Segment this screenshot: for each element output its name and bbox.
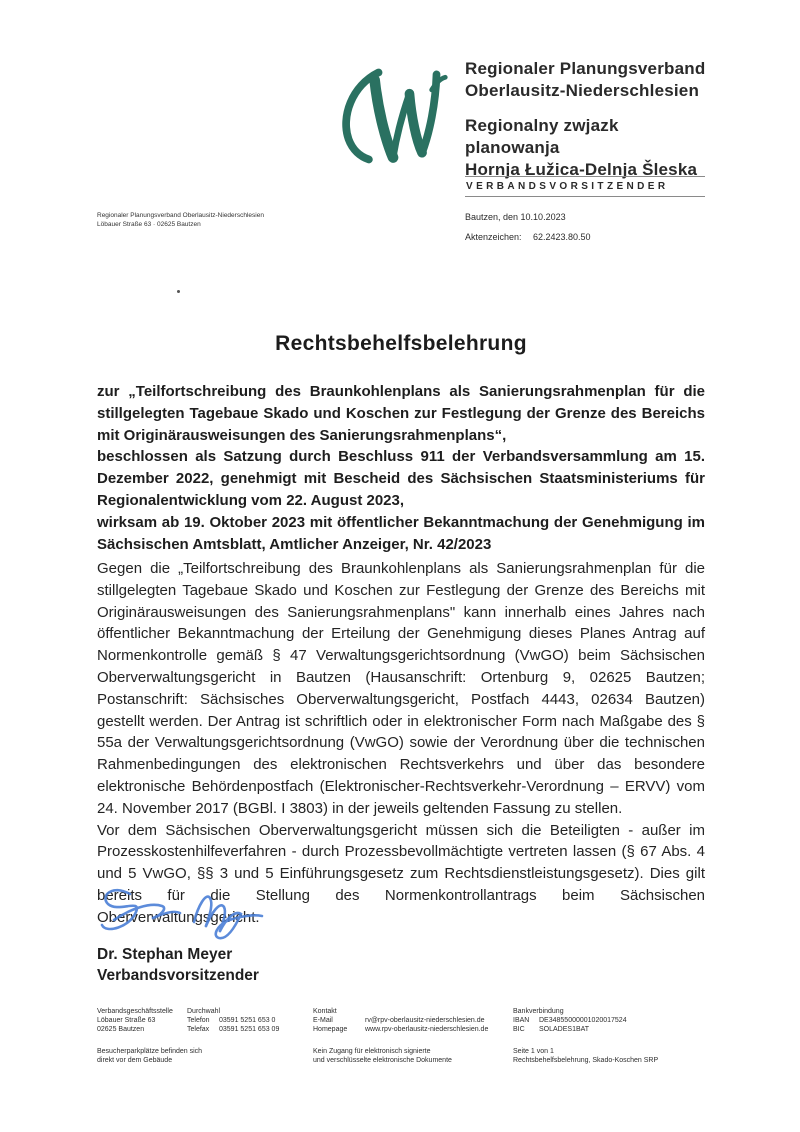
org-name-line2: Oberlausitz-Niederschlesien xyxy=(465,81,700,100)
homepage-value: www.rpv-oberlausitz-niederschlesien.de xyxy=(365,1026,489,1033)
fold-mark xyxy=(177,290,180,293)
document-reference: Rechtsbehelfsbelehrung, Skado-Koschen SRP xyxy=(513,1057,659,1064)
bank-heading: Bankverbindung xyxy=(513,1008,564,1015)
letterhead-org-block xyxy=(465,58,715,181)
telefax-label: Telefax xyxy=(187,1026,210,1033)
no-access-note-line1: Kein Zugang für elektronisch signierte xyxy=(313,1048,431,1055)
iban-value: DE34855000001020017524 xyxy=(539,1017,627,1024)
bic-value: SOLADES1BAT xyxy=(539,1026,590,1033)
letter-meta xyxy=(465,212,591,243)
signer-block xyxy=(97,944,259,986)
org-name-sorbian-line2: Hornja Łužica-Delnja Šleska xyxy=(465,160,698,179)
org-name-sorbian-line1: Regionalny zwjazk planowanja xyxy=(465,116,619,157)
signer-name: Dr. Stephan Meyer xyxy=(97,946,233,963)
bic-label: BIC xyxy=(513,1026,525,1033)
footer-contact-column xyxy=(313,1007,488,1065)
subject-paragraph-1: zur „Teilfortschreibung des Braunkohlenplans als Sanierungsrahmenplan für die stillgelegten Tagebaue Skado und Koschen zur Festlegung der Grenze des Bereichs mit Originärausweisungen des Sanierungsrahmenplans“, xyxy=(97,383,705,444)
contact-heading: Kontakt xyxy=(313,1008,337,1015)
body-paragraph-2: Vor dem Sächsischen Oberverwaltungsgericht müssen sich die Beteiligten - außer im Prozesskostenhilfeverfahren - durch Prozessbevollmächtigte vertreten lassen (§ 67 Abs. 4 und 5 VwGO, §§ 3 und 5 Einführungsgesetz zum Rechtsdienstleistungsgesetz). Dies gilt bereits für die Stellung des Normenkontrollantrags beim Sächsischen Oberverwaltungsgericht. xyxy=(97,821,705,926)
document-title: Rechtsbehelfsbelehrung xyxy=(275,332,527,355)
email-label: E-Mail xyxy=(313,1017,333,1024)
file-ref-label: Aktenzeichen: xyxy=(465,232,522,242)
file-ref-value: 62.2423.80.50 xyxy=(533,232,591,242)
subject-paragraph-3: wirksam ab 19. Oktober 2023 mit öffentlicher Bekanntmachung der Genehmigung im Sächsischen Amtsblatt, Amtlicher Anzeiger, Nr. 42/2023 xyxy=(97,513,705,553)
footer-phone-column xyxy=(187,1007,279,1034)
role-title: VERBANDSVORSITZENDER xyxy=(466,181,669,192)
org-name-line1: Regionaler Planungsverband xyxy=(465,59,706,78)
telefon-value: 03591 5251 653 0 xyxy=(219,1017,276,1024)
date-line: Bautzen, den 10.10.2023 xyxy=(465,212,566,222)
body-text xyxy=(97,558,705,929)
iban-label: IBAN xyxy=(513,1017,530,1024)
page-indicator: Seite 1 von 1 xyxy=(513,1048,554,1055)
subject-paragraph-2: beschlossen als Satzung durch Beschluss 911 der Verbandsversammlung am 15. Dezember 2022, genehmigt mit Bescheid des Sächsischen Staatsministeriums für Regionalentwicklung vom 22. August 2023, xyxy=(97,448,705,509)
return-address xyxy=(97,211,264,229)
office-city: 02625 Bautzen xyxy=(97,1026,145,1033)
parking-note-line1: Besucherparkplätze befinden sich xyxy=(97,1048,203,1055)
telefon-label: Telefon xyxy=(187,1017,210,1024)
handwritten-signature-ink xyxy=(96,882,276,944)
rule-bottom xyxy=(465,196,705,197)
telefax-value: 03591 5251 653 09 xyxy=(219,1026,280,1033)
planungsverband-w-logo-icon xyxy=(336,56,452,174)
return-address-line1: Regionaler Planungsverband Oberlausitz-Niederschlesien xyxy=(97,212,264,219)
office-heading: Verbandsgeschäftsstelle xyxy=(97,1008,173,1015)
parking-note-line2: direkt vor dem Gebäude xyxy=(97,1057,173,1064)
homepage-label: Homepage xyxy=(313,1026,348,1033)
phone-heading: Durchwahl xyxy=(187,1008,221,1015)
office-street: Löbauer Straße 63 xyxy=(97,1017,156,1024)
body-paragraph-1: Gegen die „Teilfortschreibung des Braunkohlenplans als Sanierungsrahmenplan für die stillgelegten Tagebaue Skado und Koschen zur Festlegung der Grenze des Bereichs mit Originärausweisungen des Sanierungsrahmenplans" kann innerhalb eines Jahres nach öffentlicher Bekanntmachung der Erteilung der Genehmigung dieses Planes Antrag auf Normenkontrolle gemäß § 47 Verwaltungsgerichtsordnung (VwGO) beim Sächsischen Oberverwaltungsgericht in Bautzen (Hausanschrift: Ortenburg 9, 02625 Bautzen; Postanschrift: Sächsisches Oberverwaltungsgericht, Postfach 4443, 02634 Bautzen) gestellt werden. Der Antrag ist schriftlich oder in elektronischer Form nach Maßgabe des § 55a der Verwaltungsgerichtsordnung (VwGO) sowie der Verordnung über die technischen Rahmenbedingungen des elektronischen Rechtsverkehrs und über das besondere elektronische Behördenpostfach (Elektronischer-Rechtsverkehr-Verordnung – ERVV) vom 24. November 2017 (BGBl. I 3803) in der jeweils geltenden Fassung zu stellen. xyxy=(97,560,705,817)
subject-block xyxy=(97,381,705,555)
return-address-line2: Löbauer Straße 63 · 02625 Bautzen xyxy=(97,221,201,228)
signer-role: Verbandsvorsitzender xyxy=(97,967,259,984)
footer-bank-column xyxy=(513,1007,658,1065)
no-access-note-line2: und verschlüsselte elektronische Dokumente xyxy=(313,1057,452,1064)
email-value: rv@rpv-oberlausitz-niederschlesien.de xyxy=(365,1017,485,1024)
role-band xyxy=(465,176,705,197)
